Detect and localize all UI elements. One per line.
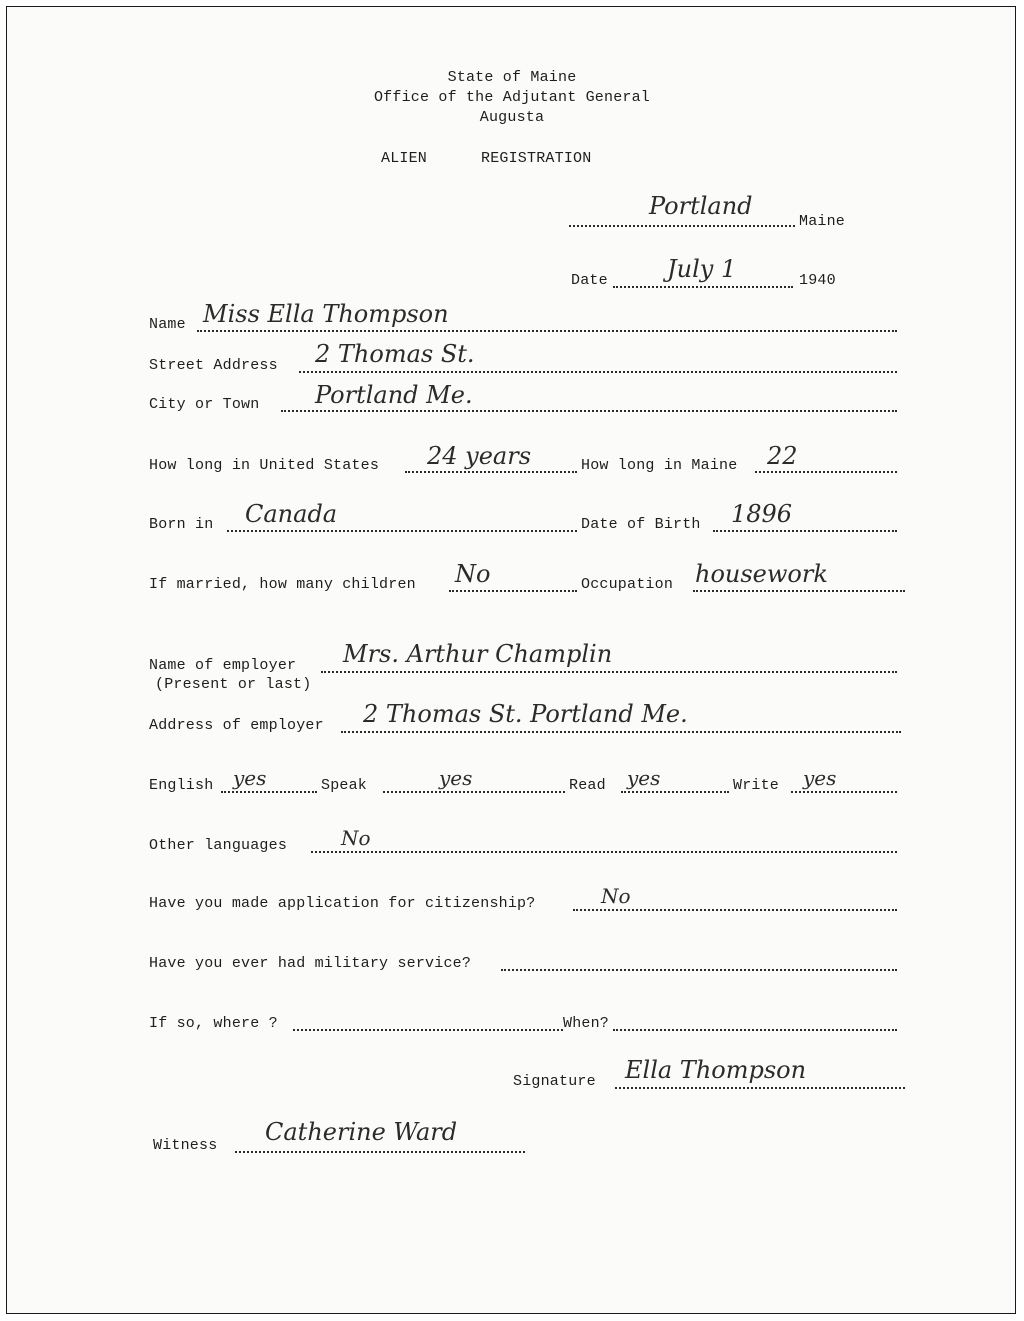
name-label: Name bbox=[149, 316, 186, 333]
other-languages-line bbox=[311, 851, 897, 853]
years-us-label: How long in United States bbox=[149, 457, 380, 474]
date-label: Date bbox=[571, 272, 608, 289]
occupation-label: Occupation bbox=[581, 576, 674, 593]
employer-line bbox=[321, 671, 897, 673]
dob-line bbox=[713, 530, 897, 532]
children-line bbox=[449, 590, 577, 592]
read-line bbox=[621, 791, 729, 793]
signature-label: Signature bbox=[513, 1073, 596, 1090]
witness-label: Witness bbox=[153, 1137, 218, 1154]
years-maine-line bbox=[755, 471, 897, 473]
city-line bbox=[281, 410, 897, 412]
employer-address-value: 2 Thomas St. Portland Me. bbox=[363, 700, 688, 728]
employer-sublabel: (Present or last) bbox=[155, 676, 312, 693]
employer-address-label: Address of employer bbox=[149, 717, 324, 734]
military-line bbox=[501, 969, 897, 971]
date-year: 1940 bbox=[799, 272, 836, 289]
occupation-value: housework bbox=[695, 560, 828, 588]
date-line bbox=[613, 286, 793, 288]
where-label: If so, where ? bbox=[149, 1015, 278, 1032]
speak-label: Speak bbox=[321, 777, 368, 794]
write-value: yes bbox=[803, 766, 837, 790]
citizenship-value: No bbox=[601, 884, 631, 908]
header-state: State of Maine bbox=[447, 69, 577, 86]
years-maine-value: 22 bbox=[767, 442, 798, 470]
read-value: yes bbox=[627, 766, 661, 790]
street-line bbox=[299, 371, 897, 373]
born-in-line bbox=[227, 530, 577, 532]
title-registration: REGISTRATION bbox=[481, 150, 592, 167]
where-line bbox=[293, 1029, 563, 1031]
other-languages-label: Other languages bbox=[149, 837, 288, 854]
speak-value: yes bbox=[439, 766, 473, 790]
place-suffix: Maine bbox=[799, 213, 846, 230]
when-label: When? bbox=[563, 1015, 610, 1032]
occupation-line bbox=[693, 590, 905, 592]
speak-line bbox=[383, 791, 565, 793]
english-label: English bbox=[149, 777, 214, 794]
other-languages-value: No bbox=[341, 826, 371, 850]
witness-value: Catherine Ward bbox=[265, 1118, 458, 1146]
place-line bbox=[569, 225, 795, 227]
place-value: Portland bbox=[649, 192, 753, 220]
children-label: If married, how many children bbox=[149, 576, 416, 593]
signature-value: Ella Thompson bbox=[625, 1056, 807, 1084]
born-in-value: Canada bbox=[245, 500, 338, 528]
read-label: Read bbox=[569, 777, 606, 794]
witness-line bbox=[235, 1151, 525, 1153]
citizenship-label: Have you made application for citizenship? bbox=[149, 895, 536, 912]
date-value: July 1 bbox=[667, 255, 737, 283]
employer-label: Name of employer bbox=[149, 657, 297, 674]
write-label: Write bbox=[733, 777, 780, 794]
dob-label: Date of Birth bbox=[581, 516, 701, 533]
header-office: Office of the Adjutant General bbox=[373, 89, 651, 106]
employer-address-line bbox=[341, 731, 901, 733]
children-value: No bbox=[455, 560, 491, 588]
years-maine-label: How long in Maine bbox=[581, 457, 738, 474]
signature-line bbox=[615, 1087, 905, 1089]
street-label: Street Address bbox=[149, 357, 278, 374]
dob-value: 1896 bbox=[731, 500, 793, 528]
name-value: Miss Ella Thompson bbox=[203, 300, 449, 328]
street-value: 2 Thomas St. bbox=[315, 340, 475, 368]
citizenship-line bbox=[573, 909, 897, 911]
city-value: Portland Me. bbox=[315, 381, 473, 409]
when-line bbox=[613, 1029, 897, 1031]
english-value: yes bbox=[233, 766, 267, 790]
write-line bbox=[791, 791, 897, 793]
header-city: Augusta bbox=[479, 109, 545, 126]
title-alien: ALIEN bbox=[381, 150, 428, 167]
years-us-line bbox=[405, 471, 577, 473]
employer-value: Mrs. Arthur Champlin bbox=[343, 640, 613, 668]
registration-form bbox=[6, 6, 1016, 1314]
years-us-value: 24 years bbox=[427, 442, 532, 470]
born-in-label: Born in bbox=[149, 516, 214, 533]
english-line bbox=[221, 791, 317, 793]
military-label: Have you ever had military service? bbox=[149, 955, 472, 972]
name-line bbox=[197, 330, 897, 332]
city-label: City or Town bbox=[149, 396, 260, 413]
